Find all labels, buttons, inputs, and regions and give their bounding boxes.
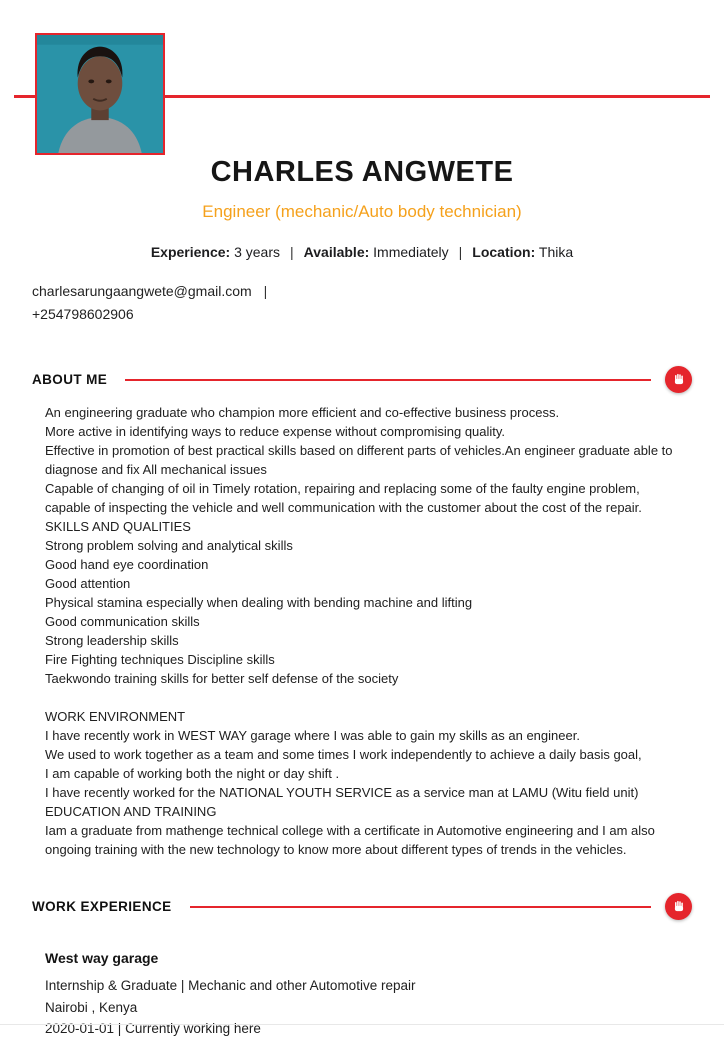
section-badge	[665, 893, 692, 920]
email-separator: |	[263, 283, 268, 299]
about-body	[45, 403, 677, 859]
meta-location-value: Thika	[538, 244, 574, 260]
about-paragraph: Taekwondo training skills for better self defense of the society	[45, 671, 399, 686]
work-entry-company: West way garage	[45, 950, 159, 966]
raised-hand-icon	[672, 373, 686, 387]
job-title: Engineer (mechanic/Auto body technician)	[202, 202, 522, 221]
about-paragraph: Fire Fighting techniques Discipline skills	[45, 652, 275, 667]
work-entry-dates: 2020-01-01 | Currently working here	[45, 1021, 261, 1036]
meta-experience	[151, 244, 280, 260]
work-section-header	[32, 893, 692, 920]
about-paragraph: Capable of changing of oil in Timely rotation, repairing and replacing some of the faulty engine problem, capable of inspecting the vehicle and well communication with the customer about the cost of the repair.	[45, 481, 642, 515]
work-heading: WORK EXPERIENCE	[32, 899, 172, 914]
about-paragraph: An engineering graduate who champion more efficient and co-effective business process.	[45, 405, 560, 420]
meta-location-label: Location:	[472, 244, 536, 260]
meta-experience-value: 3 years	[234, 244, 281, 260]
work-entry	[45, 950, 692, 1040]
about-paragraph: Strong leadership skills	[45, 633, 179, 648]
raised-hand-icon	[672, 900, 686, 914]
section-work-experience	[32, 893, 692, 1040]
about-paragraph: Strong problem solving and analytical skills	[45, 538, 293, 553]
about-paragraph: Good attention	[45, 576, 131, 591]
meta-experience-label: Experience:	[150, 244, 231, 260]
portrait-photo	[37, 35, 163, 153]
about-paragraph: Iam a graduate from mathenge technical college with a certificate in Automotive engineering and I am also ongoing training with the new technology to know more about different types of trends in the vehicles.	[45, 823, 655, 857]
meta-available-value: Immediately	[373, 244, 449, 260]
meta-line	[0, 244, 724, 260]
about-paragraph: Good communication skills	[45, 614, 200, 629]
section-rule	[125, 379, 651, 381]
section-rule	[190, 906, 651, 908]
meta-available-label: Available:	[303, 244, 370, 260]
about-paragraph: I am capable of working both the night or day shift .	[45, 766, 340, 781]
phone-number: +254798602906	[32, 306, 134, 322]
about-paragraph: I have recently work in WEST WAY garage where I was able to gain my skills as an engineer.	[45, 728, 580, 743]
meta-available	[304, 244, 449, 260]
about-paragraph: WORK ENVIRONMENT	[45, 709, 186, 724]
email-line	[32, 280, 692, 303]
about-paragraph: EDUCATION AND TRAINING	[45, 804, 217, 819]
about-paragraph: Effective in promotion of best practical skills based on different parts of vehicles.An engineer graduate able to diagnose and fix All mechanical issues	[45, 443, 673, 477]
about-paragraph: I have recently worked for the NATIONAL YOUTH SERVICE as a service man at LAMU (Witu field unit)	[45, 785, 639, 800]
profile-photo	[35, 33, 165, 155]
about-paragraph	[45, 688, 677, 707]
name-heading: CHARLES ANGWETE	[210, 156, 514, 188]
about-paragraph: SKILLS AND QUALITIES	[45, 519, 191, 534]
work-entry-role: Internship & Graduate | Mechanic and other Automotive repair	[45, 978, 416, 993]
section-about	[32, 366, 692, 859]
meta-separator: |	[458, 244, 463, 260]
about-section-header	[32, 366, 692, 393]
contact-block	[32, 280, 692, 326]
about-heading: ABOUT ME	[32, 372, 108, 387]
meta-separator: |	[290, 244, 294, 260]
about-paragraph: Physical stamina especially when dealing with bending machine and lifting	[45, 595, 473, 610]
email-address[interactable]: charlesarungaangwete@gmail.com	[32, 283, 252, 299]
about-paragraph: Good hand eye coordination	[45, 557, 209, 572]
meta-location	[472, 244, 573, 260]
about-paragraph: More active in identifying ways to reduce expense without compromising quality.	[45, 424, 506, 439]
work-entry-location: Nairobi , Kenya	[45, 999, 138, 1015]
about-paragraph: We used to work together as a team and some times I work independently to achieve a daily basis goal,	[45, 747, 642, 762]
section-badge	[665, 366, 692, 393]
